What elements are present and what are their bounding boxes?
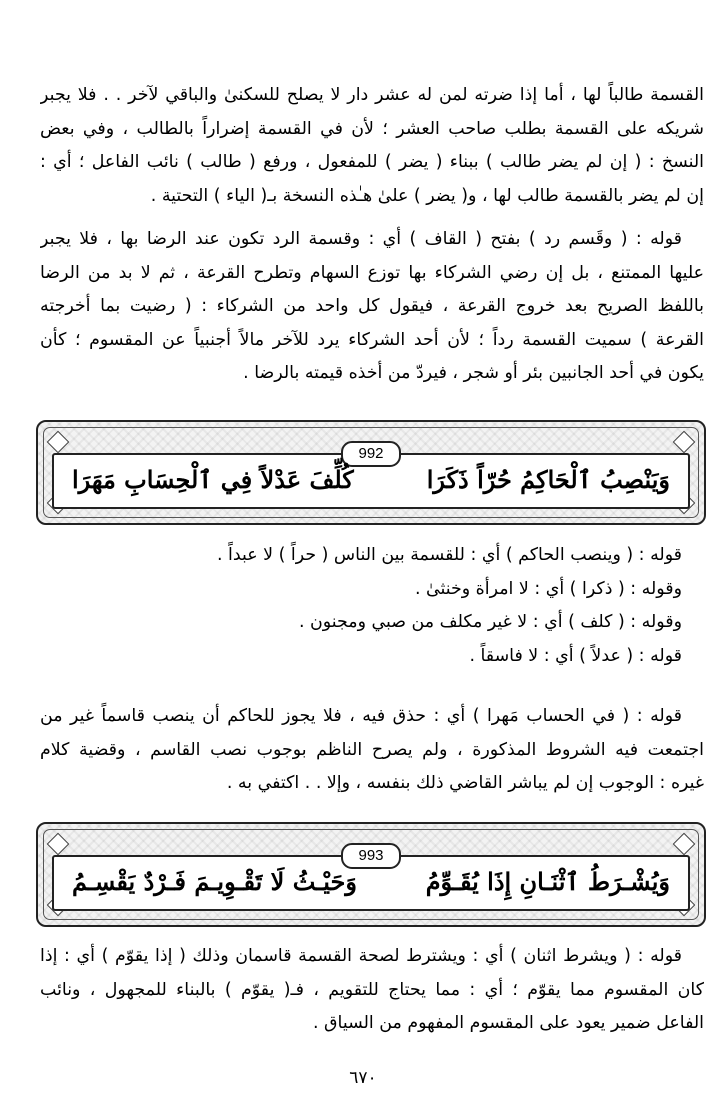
text-line: القسمة طالباً لها ، أما إذا ضرته لمن له عشر دار لا يصلح للسكنىٰ والباقي لآخر . . فلا يجبر [40, 85, 704, 105]
paragraph-2 [40, 223, 704, 391]
text-line: وقوله : ( ذكرا ) أي : لا امرأة وخنثىٰ . [414, 578, 682, 599]
paragraph-4 [40, 940, 704, 1041]
verse-box [52, 445, 690, 509]
text-line: اجتمعت فيه الشروط المذكورة ، ولم يصرح الناظم بوجوب نصب القاسم ، وقضية كلام [40, 739, 704, 760]
text-line: كان المقسوم مما يقوّم ؛ أي : مما يحتاج للتقويم ، فـ( يقوّم ) بالبناء للمجهول ، ونائب [40, 979, 704, 1000]
text-line: الفاعل ضمير يعود على المقسوم المفهوم من السياق . [312, 1013, 704, 1033]
ornament-icon [47, 833, 70, 856]
verse-hemistich-1: وَيَنْصِبُ ٱلْحَاكِمُ حُرّاً ذَكَرَا [426, 465, 670, 494]
text-line: قوله : ( ويشرط اثنان ) أي : ويشترط لصحة القسمة قاسمان وذلك ( إذا يقوّم ) أي : إذا [40, 946, 682, 966]
ornament-icon [673, 833, 696, 856]
text-line: النسخ : ( إن لم يضر طالب ) ببناء ( يضر ) للمفعول ، ورفع ( طالب ) نائب الفاعل ؛ أي : [40, 152, 704, 172]
verse-number: 992 [341, 441, 401, 467]
ornament-icon [673, 431, 696, 454]
text-line: غيره : الوجوب إن لم يباشر القاضي ذلك بنفسه ، وإلا . . اكتفي به . [226, 773, 704, 793]
text-line: قوله : ( وقَسم رد ) بفتح ( القاف ) أي : وقسمة الرد تكون عند الرضا بها ، فلا يجبر [40, 229, 682, 249]
paragraph-1 [40, 79, 704, 213]
text-line: القرعة ) سميت القسمة رداً ؛ لأن أحد الشركاء يرد للآخر مالاً أجنبياً عن المقسوم ؛ كأن [40, 329, 704, 350]
paragraph-3 [40, 700, 704, 801]
text-line: إن لم يضر بالقسمة طالب لها ، و( يضر ) علىٰ هـٰذه النسخة بـ( الياء ) التحتية . [150, 185, 704, 206]
text-line: باللفظ الصريح بعد خروج القرعة ، فيقول كل واحد من الشركاء : ( رضيت بما أخرجته [40, 296, 704, 316]
ornament-icon [47, 431, 70, 454]
text-line: قوله : ( وينصب الحاكم ) أي : للقسمة بين الناس ( حراً ) لا عبداً . [216, 545, 682, 565]
text-line: شريكه على القسمة بطلب صاحب العشر ؛ لأن في القسمة إضراراً بالطالب ، وفي بعض [40, 118, 704, 139]
text-line: قوله : ( في الحساب مَهرا ) أي : حذق فيه ، فلا يجوز للحاكم أن ينصب قاسماً غير من [40, 706, 682, 726]
verse-hemistich-2: كُلِّفَ عَدْلاً فِي ٱلْحِسَابِ مَهَرَا [72, 465, 354, 494]
text-line: عليها الممتنع ، بل إن رضي الشركاء بها توزع السهام وتطرح القرعة ، ثم لا بد من الرضا [40, 262, 704, 283]
verse-hemistich-2: وَحَيْـثُ لَا تَقْـوِيـمَ فَـرْدٌ يَقْسِـمُ [72, 867, 357, 896]
verse-frame-992 [36, 420, 706, 525]
text-line: يكون في أحد الجانبين بئر أو شجر ، فيردّ من أخذه قيمته بالرضا . [243, 363, 704, 383]
text-line: وقوله : ( كلف ) أي : لا غير مكلف من صبي ومجنون . [298, 612, 682, 632]
page-number: ٦٧٠ [349, 1068, 377, 1088]
verse-hemistich-1: وَيُشْـرَطُ ٱثْنَـانِ إِذَا يُقَـوِّمُ [425, 867, 670, 896]
verse-box [52, 847, 690, 911]
verse-frame-993 [36, 822, 706, 927]
verse-number: 993 [341, 843, 401, 869]
commentary-992 [40, 539, 704, 673]
text-line: قوله : ( عدلاً ) أي : لا فاسقاً . [469, 645, 682, 666]
